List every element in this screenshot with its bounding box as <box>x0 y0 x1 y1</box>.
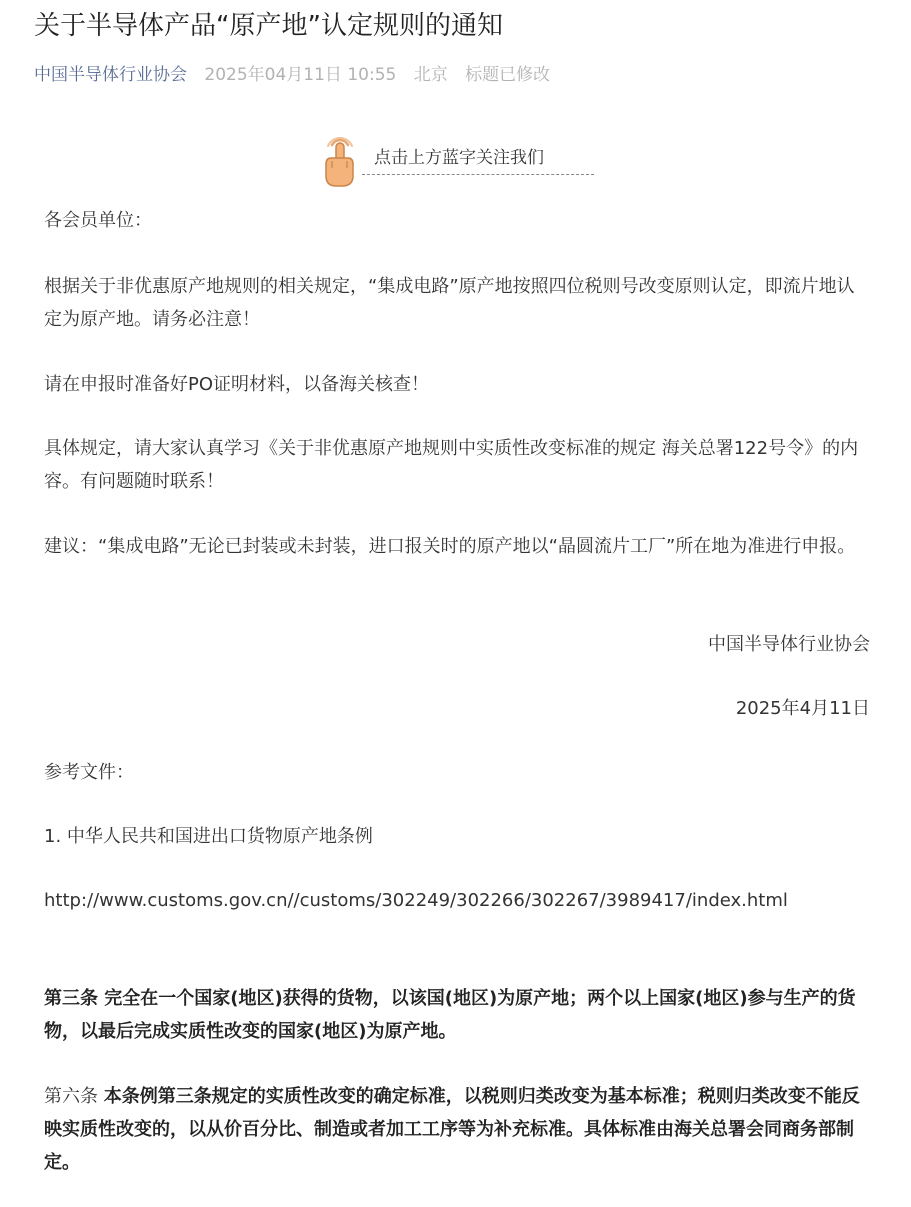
article-title: 关于半导体产品“原产地”认定规则的通知 <box>34 11 503 41</box>
salutation: 各会员单位： <box>44 210 152 231</box>
signature: 中国半导体行业协会 <box>708 634 870 655</box>
title-edited-note: 标题已修改 <box>465 65 551 85</box>
follow-divider <box>362 174 594 175</box>
pointing-hand-icon <box>318 134 358 188</box>
paragraph-4: 建议：“集成电路”无论已封装或未封装，进口报关时的原产地以“晶圆流片工厂”所在地为准进行申报。 <box>44 536 856 557</box>
article-6-label: 第六条 <box>44 1086 98 1107</box>
paragraph-2: 请在申报时准备好PO证明材料，以备海关核查！ <box>44 374 430 395</box>
reference-heading: 参考文件： <box>44 762 134 783</box>
article-3-label: 第三条 <box>44 988 98 1009</box>
paragraph-1: 根据关于非优惠原产地规则的相关规定，“集成电路”原产地按照四位税则号改变原则认定，即流片地认定为原产地。请务必注意！ <box>44 276 855 330</box>
publish-time: 2025年04月11日 10:55 <box>204 65 397 85</box>
reference-url[interactable]: http://www.customs.gov.cn//customs/302249/302266/302267/3989417/index.html <box>44 890 788 911</box>
article-3 <box>44 982 872 1048</box>
notice-date: 2025年4月11日 <box>735 698 870 719</box>
follow-text[interactable]: 点击上方蓝字关注我们 <box>374 148 544 168</box>
author-link[interactable]: 中国半导体行业协会 <box>34 65 187 85</box>
article-6-text: 本条例第三条规定的实质性改变的确定标准，以税则归类改变为基本标准；税则归类改变不能反映实质性改变的，以从价百分比、制造或者加工工序等为补充标准。具体标准由海关总署会同商务部制定。 <box>44 1086 860 1173</box>
paragraph-3: 具体规定，请大家认真学习《关于非优惠原产地规则中实质性改变标准的规定 海关总署122号令》的内容。有问题随时联系！ <box>44 438 859 492</box>
article-6 <box>44 1080 872 1179</box>
reference-item: 1. 中华人民共和国进出口货物原产地条例 <box>44 826 373 847</box>
publish-location: 北京 <box>413 65 448 85</box>
article-3-text: 完全在一个国家(地区)获得的货物，以该国(地区)为原产地；两个以上国家(地区)参与生产的货物，以最后完成实质性改变的国家(地区)为原产地。 <box>44 988 856 1042</box>
follow-prompt[interactable] <box>318 134 608 190</box>
article-meta <box>34 62 550 88</box>
